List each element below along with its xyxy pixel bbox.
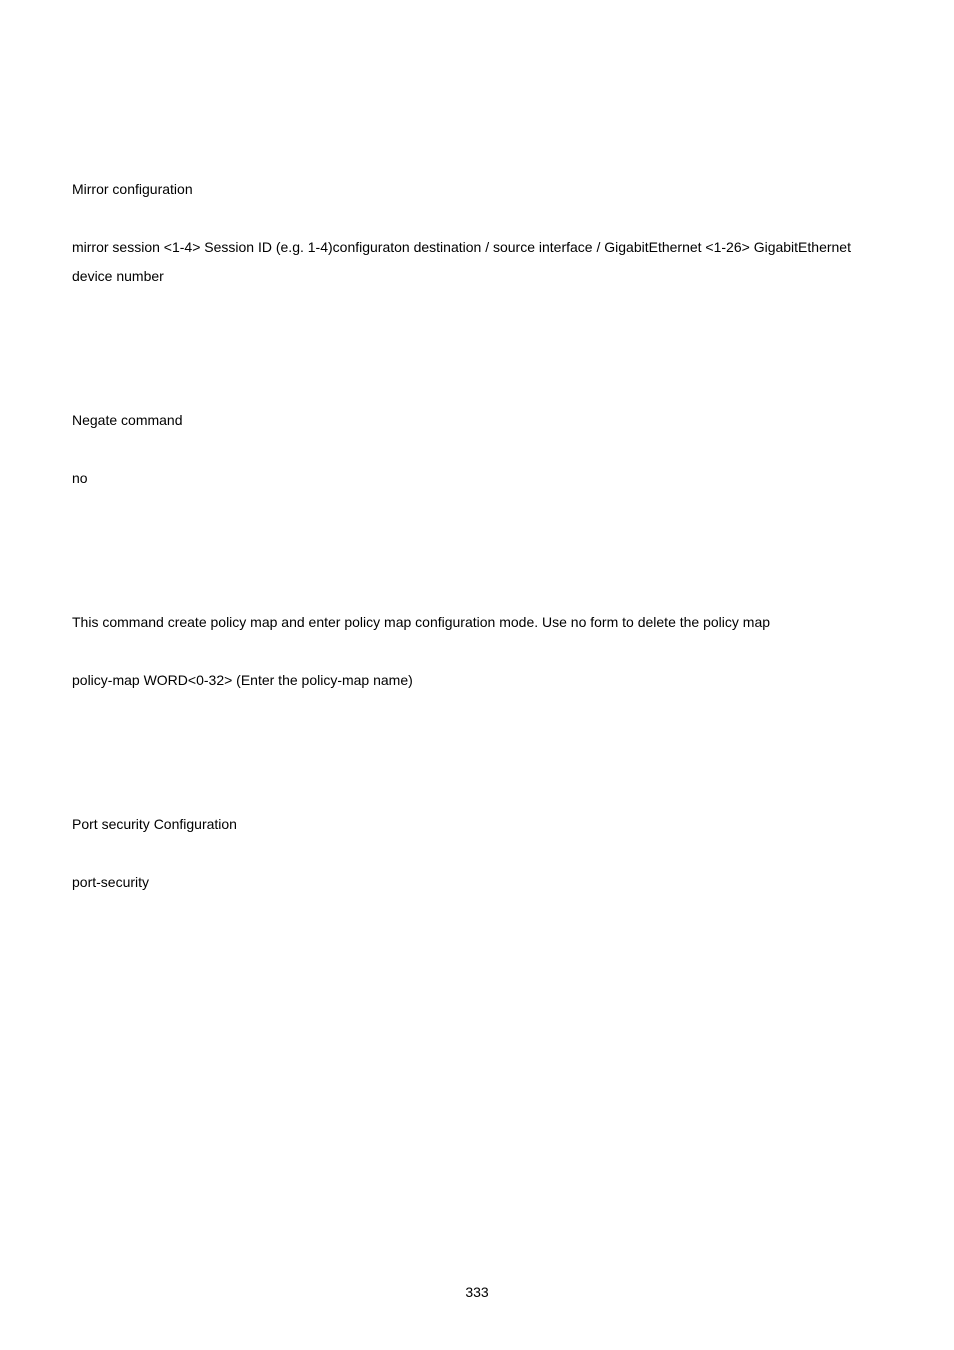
- policy-map-syntax: policy-map WORD<0-32> (Enter the policy-map name): [72, 672, 413, 688]
- port-security-description: Port security Configuration: [72, 816, 237, 832]
- mirror-description: Mirror configuration: [72, 181, 193, 197]
- negate-syntax: no: [72, 470, 88, 486]
- mirror-syntax: mirror session <1-4> Session ID (e.g. 1-4)configuraton destination / source interface / GigabitEthernet <1-26> GigabitEthernet device number: [72, 239, 851, 284]
- port-security-syntax: port-security: [72, 874, 150, 890]
- page-number: 333: [465, 1284, 489, 1300]
- policy-map-description: This command create policy map and enter policy map configuration mode. Use no form to delete the policy map: [72, 614, 771, 630]
- negate-description: Negate command: [72, 412, 183, 428]
